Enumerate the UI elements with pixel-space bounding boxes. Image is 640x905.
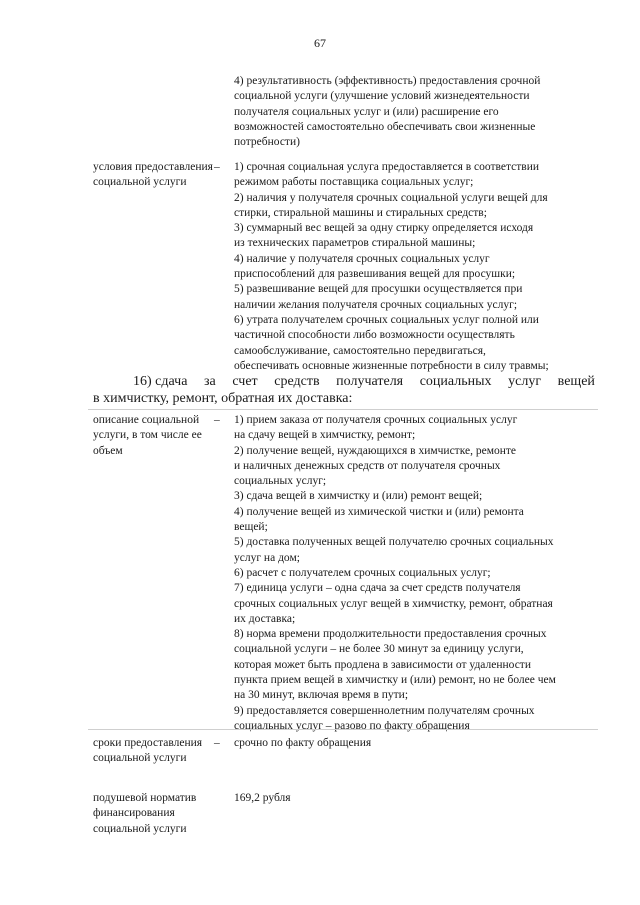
text-line: социальных услуг – разово по факту обращения [234,719,470,732]
text-line: наличии желания получателя срочных социальных услуг; [234,298,518,311]
text-line: пункта прием вещей в химчистку и (или) ремонт, но не более чем [234,674,556,687]
heading-word: вещей [557,374,595,389]
text-line: возможностей самостоятельно обеспечивать свои жизненные [234,120,536,133]
text-line: социальной услуги – не более 30 минут за единицу услуги, [234,643,524,656]
heading-word: средств [274,374,320,389]
text-line: из технических параметров стиральной машины; [234,237,476,250]
text-line: 1) прием заказа от получателя срочных социальных услуг [234,414,518,426]
text-line: 4) результативность (эффективность) предоставления срочной [234,75,541,87]
heading-line-2: в химчистку, ремонт, обратная их доставка: [93,391,353,406]
text-line: срочных социальных услуг вещей в химчистку, ремонт, обратная [234,597,553,610]
text-line: потребности) [234,136,300,149]
text-line: получателя социальных услуг и (или) расширение его [234,105,499,118]
text-line: социальной услуги (улучшение условий жизнедеятельности [234,90,530,103]
result-block [234,74,594,150]
text-line: 6) утрата получателем срочных социальных услуг полной или [234,313,539,326]
text-line: 9) предоставляется совершеннолетним получателям срочных [234,704,535,717]
text-line: на 30 минут, включая время в пути; [234,689,409,702]
terms-dash: – [214,737,220,749]
divider [88,409,598,410]
heading-word: 16) сдача [133,374,188,389]
text-line: 3) суммарный вес вещей за одну стирку определяется исходя [234,222,534,235]
text-line: 2) наличия у получателя срочных социальной услуги вещей для [234,191,548,204]
text-line: самообслуживание, самостоятельно передвигаться, [234,344,486,357]
financing-label: подушевой норматив финансирования социальной услуги [93,792,197,835]
page-number: 67 [314,36,326,50]
text-line: услуг на дом; [234,551,300,564]
section-heading [93,373,595,407]
text-line: 6) расчет с получателем срочных социальных услуг; [234,566,491,579]
financing-value: 169,2 рубля [234,792,291,804]
text-line: 4) наличие у получателя срочных социальных услуг [234,252,490,265]
terms-label: сроки предоставления социальной услуги [93,737,203,765]
text-line: стирки, стиральной машины и стиральных средств; [234,206,487,219]
description-label: описание социальной услуги, в том числе ее объем [93,414,202,457]
terms-value: срочно по факту обращения [234,737,372,749]
text-line: вещей; [234,521,268,534]
conditions-label: условия предоставления социальной услуги [93,161,213,189]
description-dash: – [214,414,220,426]
conditions-dash: – [214,161,220,173]
text-line: 5) развешивание вещей для просушки осуществляется при [234,283,523,296]
text-line: режимом работы поставщика социальных услуг; [234,176,474,189]
text-line: 5) доставка полученных вещей получателю срочных социальных [234,536,554,549]
text-line: и наличных денежных средств от получателя срочных [234,459,501,472]
text-line: 8) норма времени продолжительности предоставления срочных [234,628,547,641]
text-line: 7) единица услуги – одна сдача за счет средств получателя [234,582,521,595]
heading-word: получателя [336,374,404,389]
divider [88,729,598,730]
text-line: частичной способности либо возможности осуществлять [234,329,515,342]
description-block [234,413,594,734]
text-line: 2) получение вещей, нуждающихся в химчистке, ремонте [234,444,517,457]
text-line: 1) срочная социальная услуга предоставляется в соответствии [234,161,540,173]
text-line: которая может быть продлена в зависимости от удаленности [234,658,531,671]
heading-word: социальных [419,374,492,389]
text-line: 3) сдача вещей в химчистку и (или) ремонт вещей; [234,490,483,503]
text-line: обеспечивать основные жизненные потребности в силу травмы; [234,359,549,372]
heading-word: за [204,374,216,389]
heading-word: счет [232,374,258,389]
text-line: 4) получение вещей из химической чистки и (или) ремонта [234,505,524,518]
text-line: на сдачу вещей в химчистку, ремонт; [234,429,416,442]
heading-word: услуг [508,374,542,389]
text-line: социальных услуг; [234,475,327,488]
text-line: их доставка; [234,612,296,625]
heading-line-1 [93,373,595,390]
conditions-block [234,160,594,374]
text-line: приспособлений для развешивания вещей для просушки; [234,268,516,281]
